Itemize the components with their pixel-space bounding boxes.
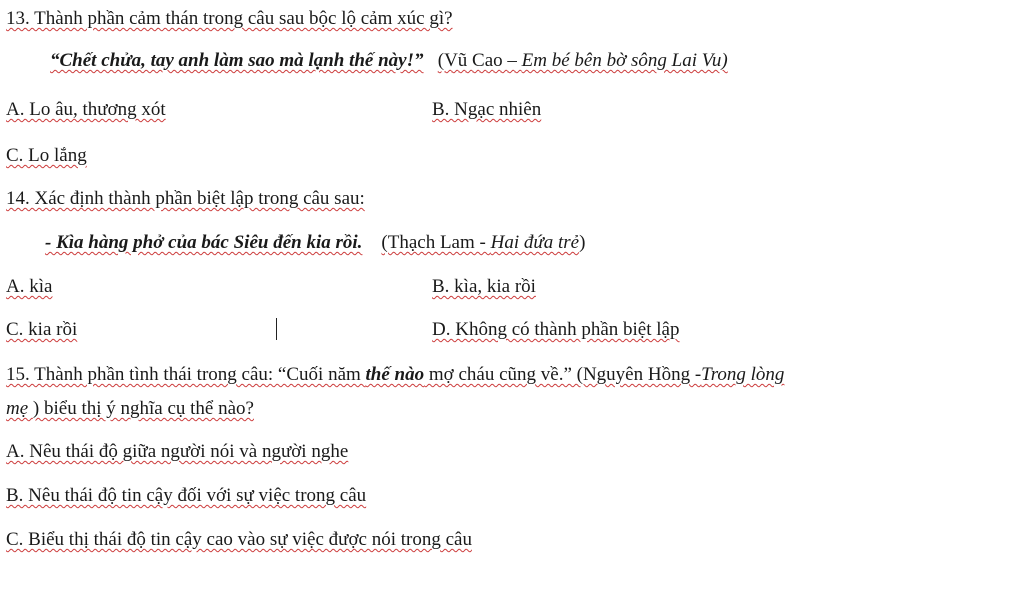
q15-question-line2-work: mẹ [6, 398, 33, 419]
q15-question-work: Trong lòng [701, 364, 785, 385]
q15-option-c: C. Biểu thị thái độ tin cậy cao vào sự việc được nói trong câu [6, 529, 472, 550]
q13-option-b: B. Ngạc nhiên [432, 99, 542, 120]
q13-option-a: A. Lo âu, thương xót [6, 99, 166, 120]
q14-quote-line [45, 231, 585, 255]
q14-question: 14. Xác định thành phần biệt lập trong câu sau: [6, 188, 365, 209]
q13-source-work: Em bé bên bờ sông Lai Vu) [521, 50, 728, 71]
q15-option-b: B. Nêu thái độ tin cậy đối với sự việc trong câu [6, 485, 367, 506]
q14-option-d: D. Không có thành phần biệt lập [432, 319, 680, 340]
q13-quote-line [50, 49, 728, 73]
q14-source-work: Hai đứa trẻ [490, 232, 580, 253]
q13-option-c: C. Lo lắng [6, 145, 87, 166]
q15-question-part2: mợ cháu cũng về.” (Nguyên Hồng - [424, 364, 702, 385]
q14-source-close: ) [579, 232, 586, 253]
q13-quote: “Chết chửa, tay anh làm sao mà lạnh thế này!” [50, 50, 424, 71]
q15-question-line2 [6, 397, 254, 421]
text-cursor [276, 318, 277, 340]
q15-question-line2-rest: ) biểu thị ý nghĩa cụ thể nào? [32, 398, 254, 419]
q15-question-emph: thế nào [365, 364, 425, 385]
q14-option-a: A. kìa [6, 276, 53, 297]
q13-question: 13. Thành phần cảm thán trong câu sau bộc lộ cảm xúc gì? [6, 8, 453, 29]
q14-quote: - Kìa hàng phở của bác Siêu đến kia rồi. [45, 232, 363, 253]
q14-source-author: (Thạch Lam - [381, 232, 491, 253]
q15-question-part1: 15. Thành phần tình thái trong câu: “Cuối năm [6, 364, 366, 385]
q13-source-author: (Vũ Cao – [437, 50, 522, 71]
q14-option-b: B. kìa, kia rồi [432, 276, 536, 297]
q14-option-c: C. kia rồi [6, 319, 78, 340]
q15-question-line1 [6, 363, 784, 387]
q15-option-a: A. Nêu thái độ giữa người nói và người nghe [6, 441, 349, 462]
